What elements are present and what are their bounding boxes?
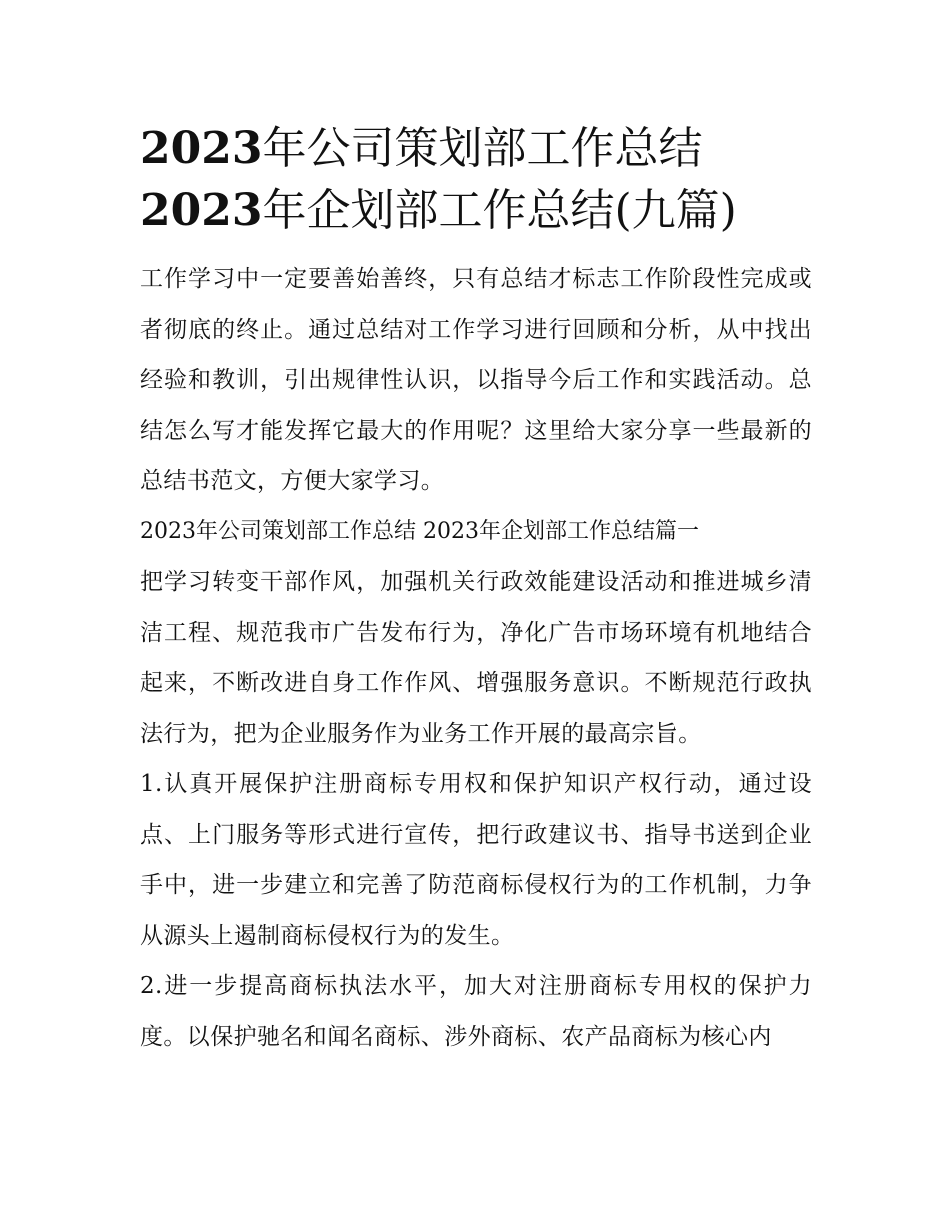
intro-paragraph: 工作学习中一定要善始善终，只有总结才标志工作阶段性完成或者彻底的终止。通过总结对工作学习进行回顾和分析，从中找出经验和教训，引出规律性认识，以指导今后工作和实践活动。总结怎么写才能发挥它最大的作用呢？这里给大家分享一些最新的总结书范文，方便大家学习。 — [140, 266, 812, 494]
numbered-paragraph-2: 2.进一步提高商标执法水平，加大对注册商标专用权的保护力度。以保护驰名和闻名商标、涉外商标、农产品商标为核心内 — [140, 973, 812, 1050]
title-line-1: 2023年公司策划部工作总结 — [140, 123, 703, 174]
title-year: 2023 — [140, 185, 263, 236]
section-heading: 2023年公司策划部工作总结 2023年企划部工作总结篇一 — [140, 518, 699, 544]
title-line-2: 2023年企划部工作总结(九篇) — [140, 185, 737, 236]
body-paragraph: 把学习转变干部作风，加强机关行政效能建设活动和推进城乡清洁工程、规范我市广告发布行为，净化广告市场环境有机地结合起来，不断改进自身工作作风、增强服务意识。不断规范行政执法行为，把为企业服务作为业务工作开展的最高宗旨。 — [140, 569, 812, 747]
document-body — [140, 254, 812, 1062]
document-title — [140, 118, 812, 242]
document-page — [140, 118, 812, 1062]
title-year: 2023 — [140, 123, 263, 174]
numbered-paragraph-1: 1.认真开展保护注册商标专用权和保护知识产权行动，通过设点、上门服务等形式进行宣传，把行政建议书、指导书送到企业手中，进一步建立和完善了防范商标侵权行为的工作机制，力争从源头上遏制商标侵权行为的发生。 — [140, 771, 812, 949]
